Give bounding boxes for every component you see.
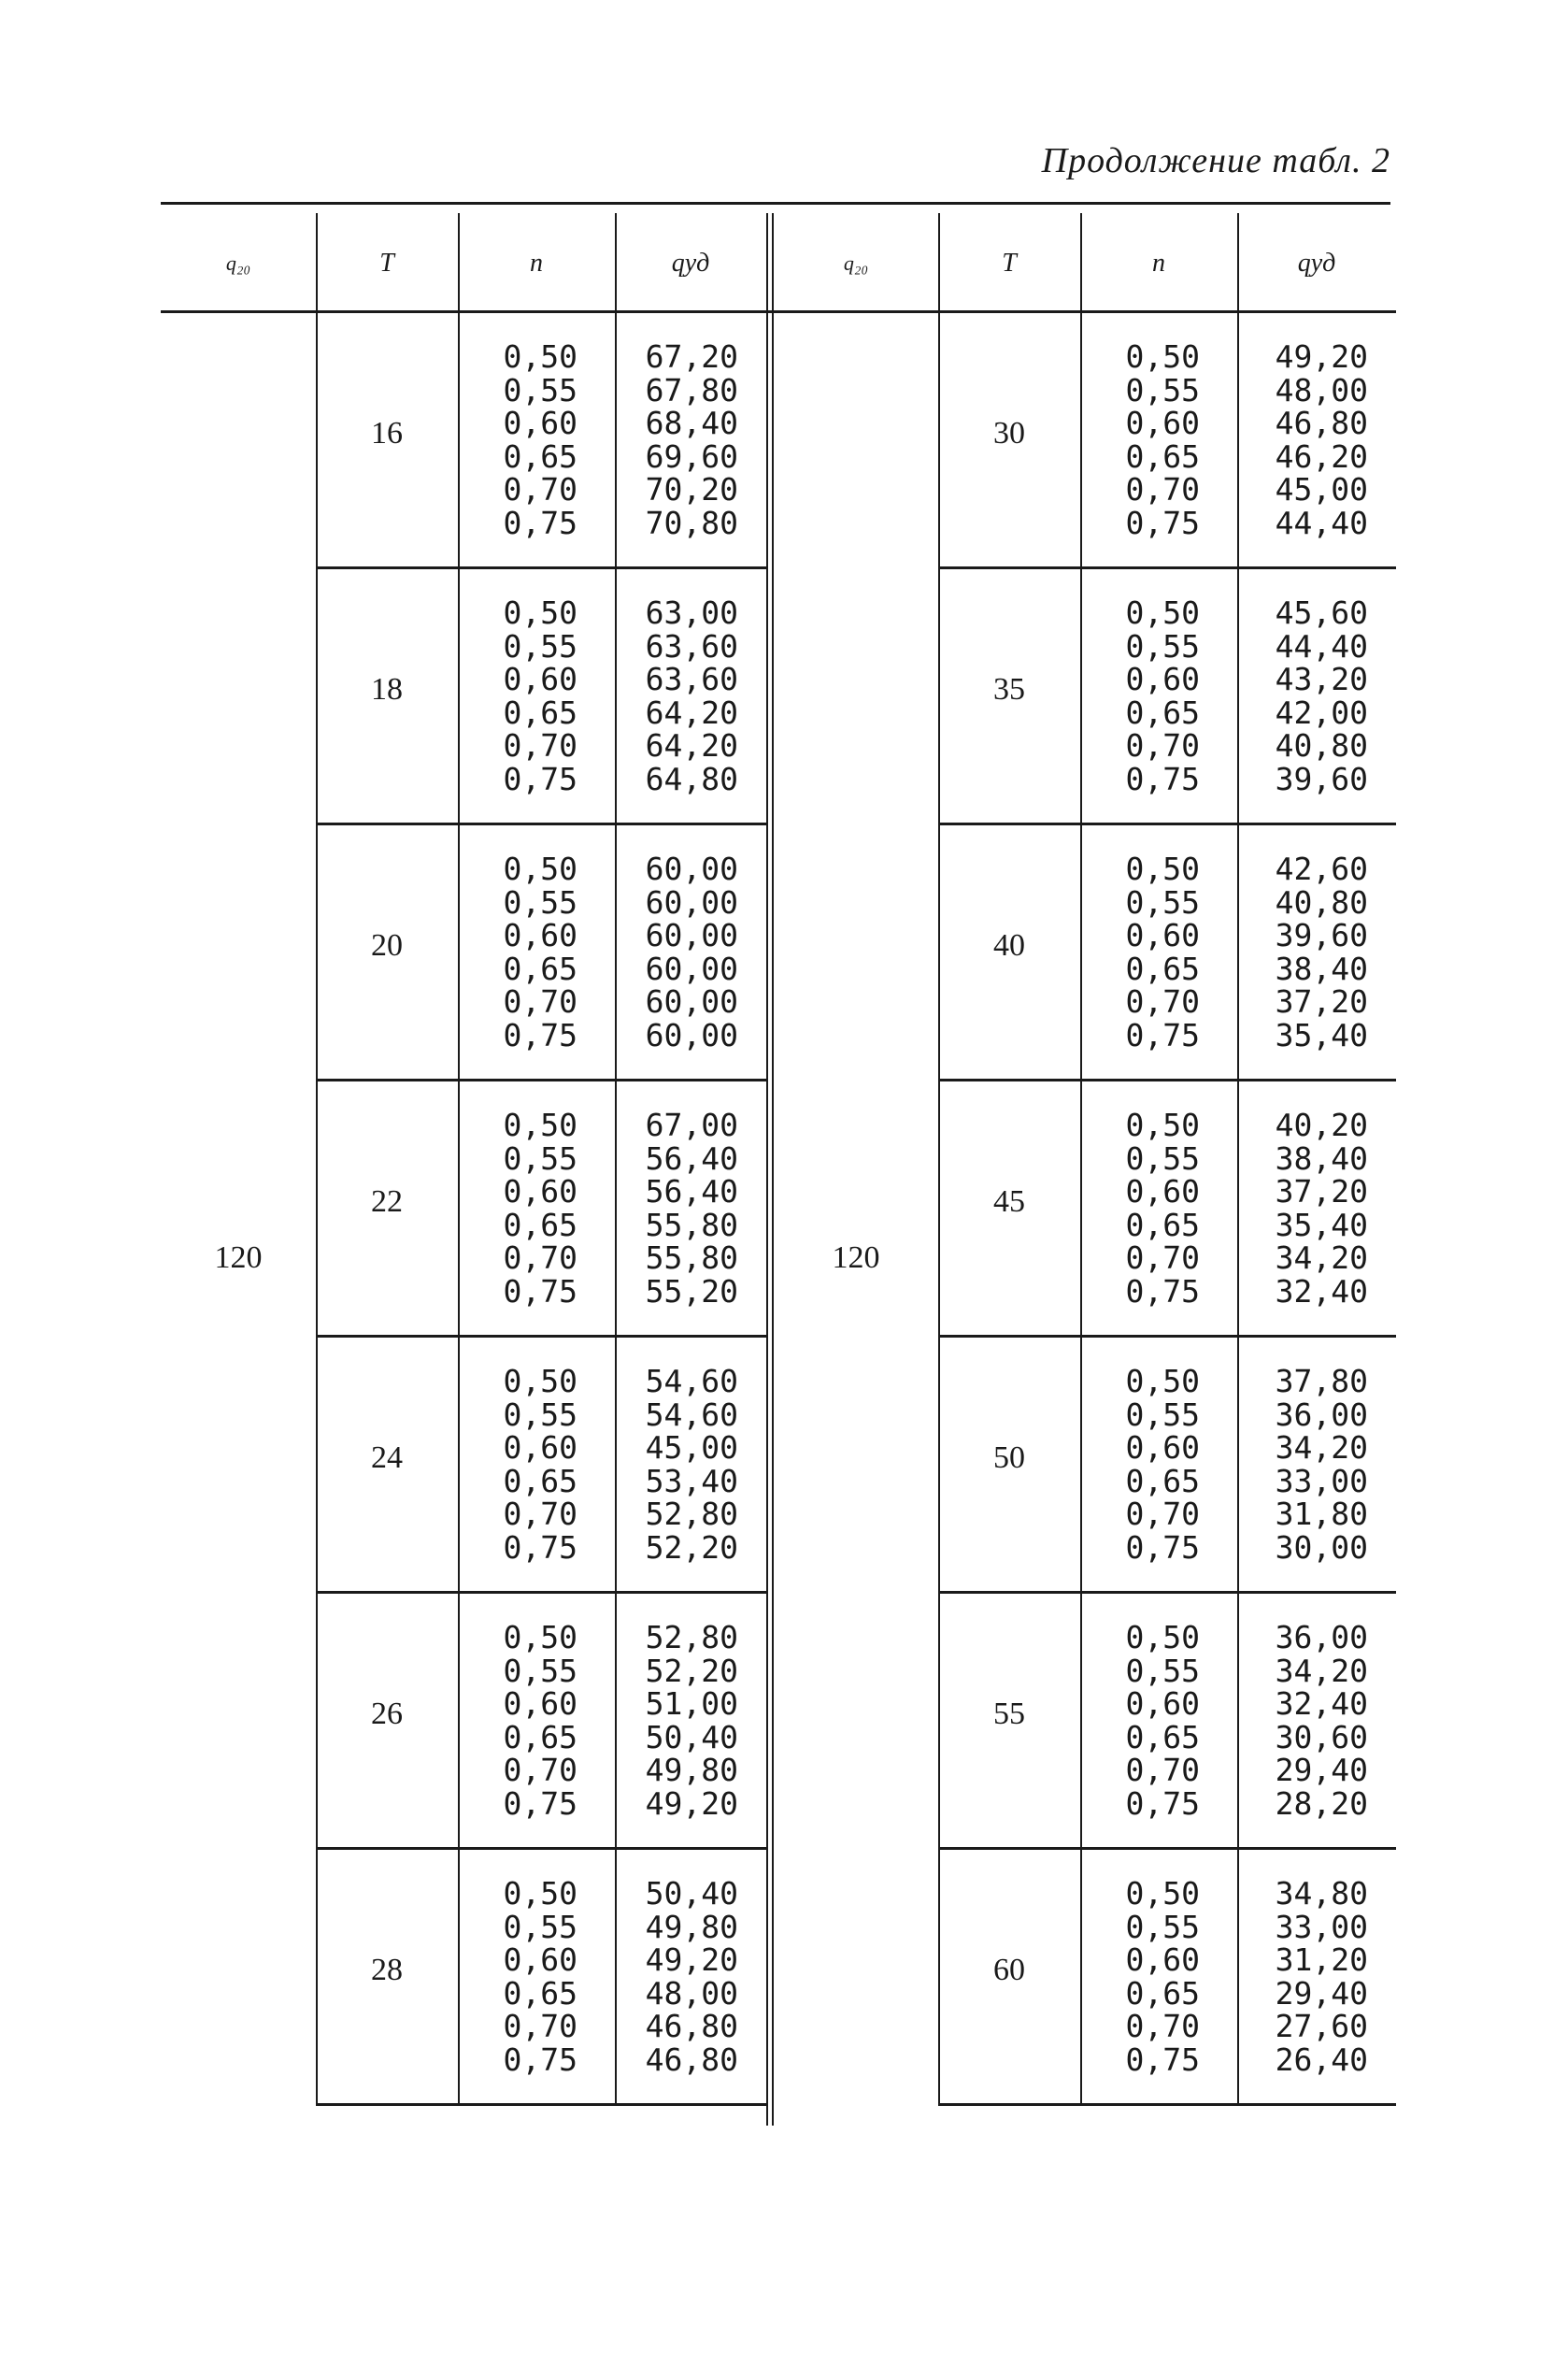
- q-ud-value: 45,60: [1275, 594, 1368, 631]
- n-values-right: [1080, 1109, 1200, 1308]
- q-ud-value: 42,00: [1275, 694, 1368, 731]
- q-ud-value: 39,60: [1275, 917, 1368, 953]
- T-value-right: 50: [993, 1440, 1025, 1475]
- q-ud-value: 68,40: [645, 405, 738, 441]
- n-value: 0,65: [1125, 694, 1200, 731]
- header-q20-left: q₂₀: [225, 251, 251, 275]
- n-value: 0,55: [503, 1139, 577, 1177]
- header-n-left: n: [530, 249, 543, 278]
- n-value: 0,70: [1125, 1752, 1200, 1788]
- q-ud-value: 27,60: [1275, 2008, 1368, 2044]
- T-value-left: 26: [371, 1697, 403, 1731]
- T-value-left: 22: [371, 1184, 403, 1219]
- group-rule-right: [938, 823, 1396, 825]
- q-ud-value: 55,80: [645, 1206, 738, 1243]
- q-ud-value: 42,60: [1275, 851, 1368, 887]
- n-value: 0,50: [503, 338, 577, 375]
- q-ud-value: 50,40: [645, 1875, 738, 1912]
- q-ud-value: 39,60: [1275, 760, 1368, 797]
- q-ud-value: 35,40: [1275, 1016, 1368, 1053]
- n-value: 0,50: [503, 594, 577, 631]
- n-value: 0,65: [1125, 1974, 1200, 2012]
- n-value: 0,55: [503, 627, 577, 665]
- n-value: 0,70: [1125, 1496, 1200, 1532]
- n-value: 0,55: [1125, 1908, 1200, 1945]
- n-value: 0,50: [503, 1107, 577, 1143]
- q-ud-value: 46,80: [645, 2008, 738, 2044]
- n-value: 0,65: [503, 694, 577, 731]
- n-value: 0,50: [1125, 851, 1200, 887]
- q-ud-value: 67,80: [645, 371, 738, 408]
- group-rule-right: [938, 1847, 1396, 1850]
- q-ud-value: 29,40: [1275, 1752, 1368, 1788]
- group-rule-left: [316, 1079, 766, 1081]
- n-value: 0,55: [1125, 371, 1200, 408]
- n-values-left: [458, 1365, 577, 1564]
- n-value: 0,70: [1125, 1239, 1200, 1276]
- q-ud-value: 49,20: [645, 1784, 738, 1822]
- q-ud-value: 52,80: [645, 1619, 738, 1655]
- n-values-right: [1080, 340, 1200, 539]
- n-value: 0,65: [503, 1206, 577, 1243]
- q-ud-value: 31,80: [1275, 1496, 1368, 1532]
- q-ud-value: 55,20: [645, 1272, 738, 1310]
- q-ud-value: 37,80: [1275, 1363, 1368, 1399]
- n-value: 0,70: [1125, 471, 1200, 508]
- n-value: 0,65: [503, 1718, 577, 1755]
- n-value: 0,65: [503, 437, 577, 475]
- q-ud-value: 32,40: [1275, 1685, 1368, 1722]
- group-rule-left: [316, 566, 766, 569]
- n-values-right: [1080, 1621, 1200, 1820]
- n-value: 0,75: [1125, 1528, 1200, 1566]
- q-ud-value: 63,60: [645, 661, 738, 697]
- n-value: 0,75: [503, 2041, 577, 2078]
- q-ud-value: 60,00: [645, 1016, 738, 1053]
- q-ud-value: 29,40: [1275, 1974, 1368, 2012]
- T-value-right: 45: [993, 1184, 1025, 1219]
- n-value: 0,70: [503, 2008, 577, 2044]
- n-value: 0,65: [1125, 1462, 1200, 1499]
- n-value: 0,55: [1125, 1396, 1200, 1433]
- n-value: 0,50: [503, 1875, 577, 1912]
- q-ud-value: 63,00: [645, 594, 738, 631]
- n-value: 0,55: [1125, 627, 1200, 665]
- n-value: 0,70: [503, 1239, 577, 1276]
- n-value: 0,70: [503, 1496, 577, 1532]
- n-value: 0,55: [503, 1396, 577, 1433]
- q20-value-left: 120: [214, 1240, 263, 1275]
- q-ud-value: 52,20: [645, 1652, 738, 1689]
- q-ud-value: 34,20: [1275, 1239, 1368, 1276]
- header-T-right: T: [1002, 249, 1017, 278]
- q-ud-value: 34,20: [1275, 1429, 1368, 1466]
- n-value: 0,65: [503, 950, 577, 987]
- group-rule-right: [938, 1591, 1396, 1594]
- q-ud-value: 28,20: [1275, 1784, 1368, 1822]
- q-ud-value: 43,20: [1275, 661, 1368, 697]
- q-ud-value: 54,60: [645, 1363, 738, 1399]
- q-ud-value: 34,20: [1275, 1652, 1368, 1689]
- n-value: 0,75: [503, 760, 577, 797]
- n-value: 0,50: [1125, 1619, 1200, 1655]
- table-caption: Продолжение табл. 2: [1041, 141, 1390, 180]
- n-value: 0,65: [503, 1974, 577, 2012]
- n-value: 0,75: [1125, 760, 1200, 797]
- q-ud-values-left: [615, 1621, 738, 1820]
- header-qud-left: qуд: [671, 249, 710, 278]
- n-value: 0,60: [503, 1173, 577, 1210]
- q-ud-values-right: [1237, 1877, 1368, 2076]
- n-value: 0,70: [503, 471, 577, 508]
- q-ud-value: 45,00: [1275, 471, 1368, 508]
- n-values-right: [1080, 596, 1200, 795]
- q-ud-value: 44,40: [1275, 627, 1368, 665]
- data-table: [161, 202, 1396, 2148]
- n-value: 0,65: [503, 1462, 577, 1499]
- q-ud-values-left: [615, 1365, 738, 1564]
- n-value: 0,50: [1125, 594, 1200, 631]
- header-bottom-rule: [161, 310, 1396, 313]
- n-value: 0,65: [1125, 950, 1200, 987]
- n-values-left: [458, 852, 577, 1052]
- q-ud-value: 51,00: [645, 1685, 738, 1722]
- group-rule-right: [938, 566, 1396, 569]
- table-top-rule: [161, 202, 1390, 205]
- q-ud-values-right: [1237, 852, 1368, 1052]
- n-value: 0,50: [1125, 1107, 1200, 1143]
- T-value-right: 30: [993, 416, 1025, 451]
- T-value-left: 20: [371, 928, 403, 963]
- n-value: 0,60: [503, 661, 577, 697]
- group-rule-left: [316, 1591, 766, 1594]
- n-value: 0,70: [1125, 727, 1200, 764]
- n-value: 0,55: [1125, 1652, 1200, 1689]
- q-ud-value: 49,20: [1275, 338, 1368, 375]
- n-value: 0,50: [503, 1619, 577, 1655]
- q-ud-value: 30,00: [1275, 1528, 1368, 1566]
- q-ud-value: 64,80: [645, 760, 738, 797]
- group-rule-right: [938, 1335, 1396, 1338]
- q-ud-value: 40,20: [1275, 1107, 1368, 1143]
- n-value: 0,75: [1125, 504, 1200, 541]
- q-ud-values-right: [1237, 596, 1368, 795]
- T-value-right: 55: [993, 1697, 1025, 1731]
- n-value: 0,75: [503, 504, 577, 541]
- n-value: 0,50: [503, 851, 577, 887]
- column-rule-right: [1237, 213, 1239, 2105]
- q-ud-values-left: [615, 1877, 738, 2076]
- q-ud-value: 64,20: [645, 694, 738, 731]
- q-ud-value: 48,00: [1275, 371, 1368, 408]
- n-value: 0,75: [1125, 1016, 1200, 1053]
- q-ud-value: 44,40: [1275, 504, 1368, 541]
- q-ud-value: 38,40: [1275, 1139, 1368, 1177]
- q-ud-value: 54,60: [645, 1396, 738, 1433]
- group-rule-right: [938, 2103, 1396, 2106]
- column-rule-left: [615, 213, 617, 2105]
- q-ud-value: 40,80: [1275, 727, 1368, 764]
- n-value: 0,60: [1125, 1941, 1200, 1978]
- n-values-left: [458, 340, 577, 539]
- q-ud-value: 37,20: [1275, 983, 1368, 1020]
- q-ud-value: 38,40: [1275, 950, 1368, 987]
- q-ud-value: 56,40: [645, 1173, 738, 1210]
- q-ud-value: 46,80: [1275, 405, 1368, 441]
- q-ud-value: 45,00: [645, 1429, 738, 1466]
- q-ud-values-right: [1237, 1365, 1368, 1564]
- n-value: 0,55: [1125, 1139, 1200, 1177]
- group-rule-left: [316, 2103, 766, 2106]
- n-value: 0,55: [503, 1652, 577, 1689]
- center-double-rule: [772, 213, 774, 2126]
- n-value: 0,50: [1125, 1875, 1200, 1912]
- q-ud-value: 36,00: [1275, 1619, 1368, 1655]
- n-value: 0,60: [1125, 661, 1200, 697]
- n-values-right: [1080, 852, 1200, 1052]
- group-rule-left: [316, 823, 766, 825]
- column-rule-left: [458, 213, 460, 2105]
- n-value: 0,60: [1125, 1685, 1200, 1722]
- n-value: 0,75: [1125, 2041, 1200, 2078]
- n-value: 0,60: [503, 1941, 577, 1978]
- q-ud-values-left: [615, 596, 738, 795]
- center-double-rule: [766, 213, 768, 2126]
- n-value: 0,75: [1125, 1272, 1200, 1310]
- n-values-left: [458, 1877, 577, 2076]
- q-ud-value: 33,00: [1275, 1462, 1368, 1499]
- header-q20-right: q₂₀: [843, 251, 869, 275]
- q-ud-value: 46,80: [645, 2041, 738, 2078]
- column-rule-left: [316, 213, 318, 2105]
- T-value-left: 18: [371, 672, 403, 707]
- q-ud-value: 49,80: [645, 1908, 738, 1945]
- q-ud-value: 33,00: [1275, 1908, 1368, 1945]
- q-ud-value: 50,40: [645, 1718, 738, 1755]
- q-ud-values-left: [615, 852, 738, 1052]
- q-ud-value: 60,00: [645, 851, 738, 887]
- T-value-left: 24: [371, 1440, 403, 1475]
- q-ud-value: 60,00: [645, 983, 738, 1020]
- n-value: 0,75: [503, 1528, 577, 1566]
- T-value-left: 28: [371, 1953, 403, 1987]
- q-ud-value: 53,40: [645, 1462, 738, 1499]
- q-ud-value: 30,60: [1275, 1718, 1368, 1755]
- column-rule-right: [938, 213, 940, 2105]
- T-value-right: 35: [993, 672, 1025, 707]
- q-ud-values-right: [1237, 340, 1368, 539]
- n-value: 0,60: [1125, 1429, 1200, 1466]
- q-ud-values-right: [1237, 1621, 1368, 1820]
- n-value: 0,60: [503, 1429, 577, 1466]
- group-rule-left: [316, 1335, 766, 1338]
- q-ud-value: 26,40: [1275, 2041, 1368, 2078]
- q20-value-right: 120: [832, 1240, 880, 1275]
- q-ud-values-left: [615, 1109, 738, 1308]
- q-ud-value: 63,60: [645, 627, 738, 665]
- n-value: 0,70: [503, 983, 577, 1020]
- T-value-left: 16: [371, 416, 403, 451]
- n-value: 0,70: [1125, 983, 1200, 1020]
- q-ud-value: 52,20: [645, 1528, 738, 1566]
- q-ud-value: 37,20: [1275, 1173, 1368, 1210]
- q-ud-value: 34,80: [1275, 1875, 1368, 1912]
- q-ud-value: 60,00: [645, 917, 738, 953]
- n-value: 0,65: [1125, 1206, 1200, 1243]
- n-value: 0,75: [503, 1016, 577, 1053]
- q-ud-value: 52,80: [645, 1496, 738, 1532]
- column-rule-right: [1080, 213, 1082, 2105]
- n-value: 0,60: [503, 405, 577, 441]
- header-T-left: T: [379, 249, 394, 278]
- q-ud-value: 46,20: [1275, 437, 1368, 475]
- n-value: 0,65: [1125, 437, 1200, 475]
- n-value: 0,75: [1125, 1784, 1200, 1822]
- n-value: 0,60: [1125, 917, 1200, 953]
- n-value: 0,50: [503, 1363, 577, 1399]
- n-value: 0,55: [1125, 883, 1200, 921]
- n-value: 0,70: [503, 1752, 577, 1788]
- group-rule-left: [316, 1847, 766, 1850]
- q-ud-value: 67,00: [645, 1107, 738, 1143]
- q-ud-value: 60,00: [645, 950, 738, 987]
- n-values-left: [458, 1109, 577, 1308]
- header-qud-right: qуд: [1297, 249, 1336, 278]
- q-ud-value: 40,80: [1275, 883, 1368, 921]
- q-ud-value: 69,60: [645, 437, 738, 475]
- T-value-right: 60: [993, 1953, 1025, 1987]
- n-value: 0,50: [1125, 1363, 1200, 1399]
- q-ud-value: 64,20: [645, 727, 738, 764]
- n-value: 0,75: [503, 1784, 577, 1822]
- q-ud-value: 67,20: [645, 338, 738, 375]
- n-values-right: [1080, 1877, 1200, 2076]
- n-value: 0,65: [1125, 1718, 1200, 1755]
- n-value: 0,55: [503, 1908, 577, 1945]
- n-value: 0,75: [503, 1272, 577, 1310]
- q-ud-value: 70,20: [645, 471, 738, 508]
- n-value: 0,60: [503, 1685, 577, 1722]
- q-ud-value: 36,00: [1275, 1396, 1368, 1433]
- n-value: 0,70: [1125, 2008, 1200, 2044]
- n-values-left: [458, 596, 577, 795]
- q-ud-value: 56,40: [645, 1139, 738, 1177]
- T-value-right: 40: [993, 928, 1025, 963]
- n-values-right: [1080, 1365, 1200, 1564]
- q-ud-value: 48,00: [645, 1974, 738, 2012]
- q-ud-value: 31,20: [1275, 1941, 1368, 1978]
- q-ud-value: 35,40: [1275, 1206, 1368, 1243]
- n-value: 0,60: [1125, 405, 1200, 441]
- n-value: 0,50: [1125, 338, 1200, 375]
- n-value: 0,60: [1125, 1173, 1200, 1210]
- q-ud-value: 55,80: [645, 1239, 738, 1276]
- q-ud-value: 32,40: [1275, 1272, 1368, 1310]
- q-ud-value: 70,80: [645, 504, 738, 541]
- q-ud-value: 49,20: [645, 1941, 738, 1978]
- header-n-right: n: [1152, 249, 1165, 278]
- n-value: 0,55: [503, 371, 577, 408]
- n-values-left: [458, 1621, 577, 1820]
- q-ud-values-right: [1237, 1109, 1368, 1308]
- q-ud-values-left: [615, 340, 738, 539]
- q-ud-value: 49,80: [645, 1752, 738, 1788]
- q-ud-value: 60,00: [645, 883, 738, 921]
- n-value: 0,60: [503, 917, 577, 953]
- n-value: 0,70: [503, 727, 577, 764]
- n-value: 0,55: [503, 883, 577, 921]
- group-rule-right: [938, 1079, 1396, 1081]
